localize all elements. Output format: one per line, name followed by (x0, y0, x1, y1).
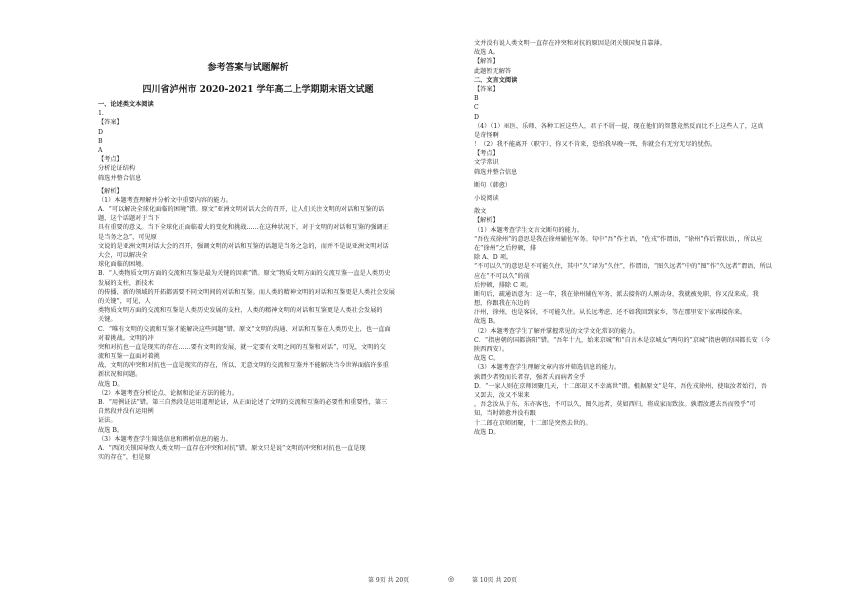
text-line: 故选 B。 (474, 318, 500, 326)
text-line: 文学常识 (474, 159, 499, 167)
text-line: 【解析】 (474, 217, 499, 225)
text-line: （2）本题考查分析论点、论据和论证方法的能力。 (98, 389, 239, 397)
section-heading: 一、论述类文本阅读 (98, 101, 154, 108)
text-line: 题，这个话题对于当下 (98, 215, 160, 223)
text-line: 【解答】 (474, 58, 499, 66)
text-line: （4）（1）巫医、乐师、各种工匠这些人，君子不屑一提，现在他们的智慧竟然反而比不上这些人了，这真 (474, 122, 764, 130)
text-line: 是奇怪啊 (474, 131, 499, 139)
text-line: 故选 A。 (474, 49, 499, 57)
text-line: B (474, 95, 479, 103)
text-line: 后停顿，排除 C 项。 (474, 281, 533, 289)
text-line: 大会，可以解决全 (98, 252, 148, 259)
text-line: 类物质文明方面的交流和互鉴是人类历史发展的支柱，人类的精神文明的对话和互鉴更是人类社会发展的 (98, 307, 383, 315)
text-line: 关键。 (98, 316, 117, 324)
text-line: 此题暂无解答 (474, 67, 512, 75)
page-number-right: 第 10页 共 20页 (472, 577, 517, 584)
text-line: 的传播、新的领域的开拓都需要不同文明间的对话和互鉴。而人类的精神文明的对话和互鉴更是人类社会发展 (98, 288, 395, 296)
left-text (98, 100, 418, 462)
text-line: 小说阅读 (474, 195, 499, 202)
text-line: 文并没有说人类文明一直存在冲突和对抗的原因是闭关锁国复自靠薄。 (474, 40, 666, 47)
text-line: 新状况和问题。 (98, 371, 142, 379)
text-line: 散文 (474, 208, 487, 216)
text-line: 球化面临的困境。 (98, 261, 148, 269)
text-line: （3）本题考查学生筛选信息和辨析信息的能力。 (98, 435, 232, 443)
text-line: 孰谓少者殁而长者存，强者夭而病者全乎 (474, 373, 586, 381)
text-line: 故选 D。 (98, 380, 124, 388)
section-heading: 二、文言文阅读 (474, 76, 518, 84)
text-line: 分析论证结构 (98, 165, 136, 173)
text-line: 汴州，徐州，也是客居，不可能久住。从长远考虑，还不如我回到家乡，等在那里安下家再接你来。 (474, 309, 747, 317)
right-text (474, 39, 809, 437)
text-line: 故选 B。 (98, 426, 124, 434)
text-line: 是当务之急”，可见原 (98, 233, 157, 241)
text-line: 断句后，疏通语意为：这一年，我在徐州辅佐军务，派去接你的人刚动身，我就被免职，你又没来成。我 (474, 290, 759, 298)
text-line: 应在“不可以久”的前 (474, 272, 530, 280)
text-line: ，吾念汝从于东，东亦客也，不可以久，图久远者，莫如西归，将成家而致汝。孰谓汝遽去吾而殁乎”可 (474, 401, 756, 409)
text-line: 【考点】 (474, 150, 499, 158)
text-line: C．“指唐朝的国都洛阳”错。“吾年十九，始来京城”和“自言木是京城女”两句的“京城”指唐朝的国都长安（今 (474, 336, 771, 344)
text-line: 故选 D。 (474, 428, 500, 436)
text-line: A．“西闭关锁国导致人类文明一直存在冲突和对抗”错。原文只是说“文明的冲突和对抗也一直是现 (98, 444, 366, 452)
answer-title: 参考答案与试题解析 (207, 63, 289, 73)
text-line: C．“唯有文明的交流和互鉴才能解决这些问题”错。原文“文明的沟通、对话和互鉴在人类历史上，也一直面 (98, 325, 391, 333)
text-line: 【答案】 (474, 85, 499, 93)
right-page (430, 0, 860, 608)
page-number-left: 第 9页 共 20页 (368, 577, 410, 584)
text-line: 筛选并整合信息 (98, 174, 142, 182)
text-line: D (98, 128, 103, 136)
text-line: “不可以久”的意思是不可能久住，其中“久”译为“久住”，作谓语，“图久远者”中的“图”作“久远者”谓语，所以 (474, 263, 772, 271)
exam-title: 四川省泸州市 2020-2021 学年高二上学期期末语文试题 (142, 85, 374, 95)
text-line: 【考点】 (98, 156, 123, 164)
text-line: D (474, 113, 479, 121)
text-line: 流和互鉴一直面对着挑 (98, 353, 160, 361)
title-block (98, 0, 418, 95)
text-line: 【答案】 (98, 119, 123, 127)
center-mark: ◎ (448, 575, 455, 583)
text-line: 断句（韩愈） (474, 181, 512, 189)
text-line: 对着挑战。文明的冲 (98, 334, 154, 342)
left-column (98, 0, 418, 462)
text-line: 发展的支柱，新技术 (98, 279, 154, 287)
text-line: 证法。 (98, 417, 117, 425)
text-line: D．“一家人则在京师团聚几天，十二郎却又不幸离世”错。根据原文“是年，吾佐戎徐州，使取汝者始行，吾 (474, 382, 767, 390)
text-line: B．“人类物质文明方面的交流和互鉴是最为关键的因素”错。原文“物质文明方面的交流互鉴一直是人类历史 (98, 270, 391, 278)
text-line: 自然段并没有运用例 (98, 408, 154, 416)
text-line: ！（2）我不能离开（职守），你又不肯来，恐怕我早晚一死，你就会有无穷无尽的忧伤。 (474, 141, 717, 149)
text-line: B．“用例证法”错。第三自然段是运用道理论证，从正面论述了文明的交流和互鉴的必要性和重要性，第三 (98, 399, 388, 406)
text-line: 十二郎在京师团聚，十二郎是突然去世的。 (474, 419, 592, 427)
text-line: 又罢去，汝又不果来 (474, 391, 530, 399)
text-line: A．“可以解决全球化面临的困境”错。原文“亚洲文明对话大会的召开，让人们关注文明的对话和互鉴的话 (98, 206, 385, 214)
text-line: 故选 C。 (474, 355, 500, 363)
text-line: （2）本题考查学生了解并掌握常见的文学文化常识的能力。 (474, 327, 639, 335)
text-line: 陕西西安）。 (474, 346, 509, 353)
text-line: C (474, 104, 479, 112)
text-line: 除 A、D 项。 (474, 254, 513, 262)
text-line: 的关键”，可见，人 (98, 297, 151, 305)
text-line: 战，文明的冲突和对抗也一直是现实的存在，所以，无意文明的交流和互鉴并不能解决当今世界面临许多重 (98, 362, 389, 370)
text-line: 文说的是亚洲文明对话大会的召开，强调文明的对话和互鉴的话题是当务之急的，而并不是说亚洲文明对话 (98, 242, 389, 250)
text-line: 实的存在”，但是原 (98, 454, 151, 462)
text-line: （3）本题考查学生理解文章内容并筛选信息的能力。 (474, 364, 621, 372)
text-line: “吾佐戎徐州”的意思是我在徐州辅佐军务。句中“吾”作主语，“佐戎”作谓语，“徐州”作后置状语，，所以应 (474, 235, 763, 243)
text-line: B (98, 137, 103, 145)
text-line: 具有重要的意义。当下全球化正面临着大的变化和挑战……在这种状况下，对于文明的对话和互鉴的强调正 (98, 224, 389, 232)
text-line: 知，当时韩愈并没有跟 (474, 410, 536, 418)
text-line: （1）本题考查学生文言文断句的能力。 (474, 226, 584, 234)
text-line: A (98, 146, 103, 154)
text-line: （1）本题考查理解并分析文中重要内容的能力。 (98, 196, 232, 204)
text-line: 1. (98, 110, 104, 118)
text-line: 筛选并整合信息 (474, 168, 518, 176)
text-line: 突和对抗也一直是现实的存在……要有文明的发展，就一定要有文明之间的互鉴和对话”，可见，文明的交 (98, 343, 386, 351)
text-line: 【解析】 (98, 187, 123, 195)
text-line: 想，你跟我在东边的 (474, 300, 530, 308)
text-line: 在“徐州”之后停顿，排 (474, 244, 537, 252)
